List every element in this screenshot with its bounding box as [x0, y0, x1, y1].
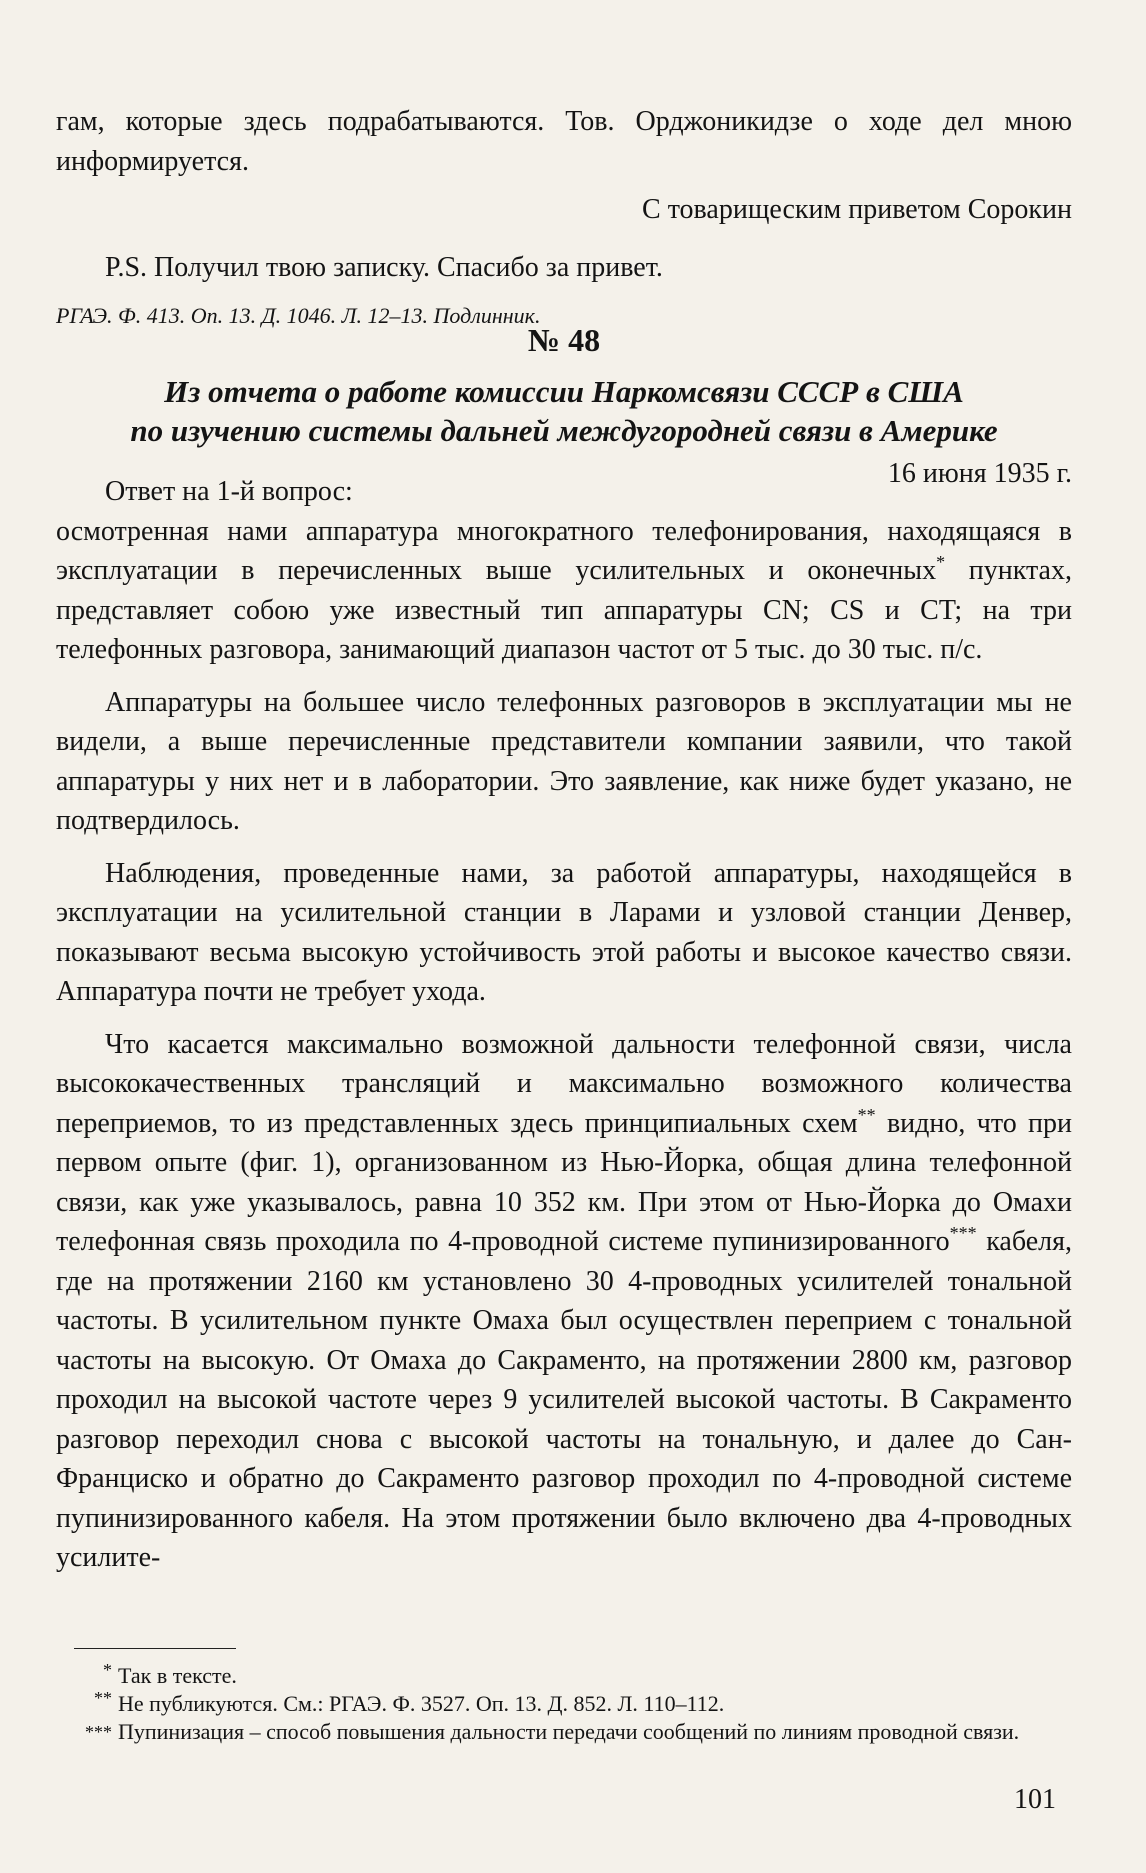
paragraph-2: Аппаратуры на большее число телефонных разговоров в эксплуатации мы не видели, а выше перечисленные представители компании заявили, что такой аппаратуры у них нет и в лаборатории. Это заявление, как ниже будет указано, не подтвердилось.: [56, 686, 1072, 836]
footnote-ref-1: *: [936, 552, 946, 572]
footnote-ref-2: **: [857, 1104, 876, 1125]
footnote-3: *** Пупинизация – способ повышения дальности передачи сообщений по линиям проводной связи.: [85, 1719, 1020, 1744]
question-heading: Ответ на 1-й вопрос:: [105, 476, 353, 507]
letter-ending: [56, 102, 1072, 331]
document-date: 16 июня 1935 г.: [887, 458, 1072, 489]
footnote-1: * Так в тексте.: [103, 1660, 237, 1688]
closing-signature: С товарищеским приветом Сорокин: [642, 194, 1072, 225]
paragraph-1: осмотренная нами аппаратура многократного телефонирования, находящаяся в эксплуатации в перечисленных выше усилительных и оконечных* пунктах, представляет собою уже известный тип аппаратуры CN; CS и CT; на три телефонных разговора, занимающий диапазон частот от 5 тыс. до 30 тыс. п/с.: [56, 515, 1072, 665]
footnote-2: ** Не публикуются. См.: РГАЭ. Ф. 3527. Оп. 13. Д. 852. Л. 110–112.: [94, 1688, 725, 1716]
footnote-ref-3: ***: [949, 1223, 977, 1243]
document-title-line-1: Из отчета о работе комиссии Наркомсвязи СССР в США: [164, 374, 964, 409]
document-number: № 48: [527, 322, 601, 358]
document-header: [56, 320, 1072, 494]
paragraph-4: Что касается максимально возможной дальности телефонной связи, числа высококачественных трансляций и максимально возможного количества переприемов, то из представленных здесь принципиальных схем** видно, что при первом опыте (фиг. 1), организованном из Нью-Йорка, общая длина телефонной связи, как уже указывалось, равна 10 352 км. При этом от Нью-Йорка до Омахи телефонная связь проходила по 4-проводной системе пупинизированного*** кабеля, где на протяжении 2160 км установлено 30 4-проводных усилителей тональной частоты. В усилительном пункте Омаха был осуществлен переприем с тональной частоты на высокую. От Омаха до Сакраменто, на протяжении 2800 км, разговор проходил на высокой частоте через 9 усилителей высокой частоты. В Сакраменто разговор переходил снова с высокой частоты на тональную, и далее до Сан-Франциско и обратно до Сакраменто разговор проходил по 4-проводной системе пупинизированного кабеля. На этом протяжении было включено два 4-проводных усилите-: [56, 1028, 1072, 1573]
postscript: P.S. Получил твою записку. Спасибо за привет.: [105, 252, 663, 283]
carry-over-paragraph: гам, которые здесь подрабатываются. Тов. Орджоникидзе о ходе дел мною информируется.: [56, 106, 1072, 177]
paragraph-3: Наблюдения, проведенные нами, за работой аппаратуры, находящейся в эксплуатации на усилительной станции в Ларами и узловой станции Денвер, показывают весьма высокую устойчивость этой работы и высокое качество связи. Аппаратура почти не требует ухода.: [56, 857, 1072, 1007]
archive-reference: РГАЭ. Ф. 413. Оп. 13. Д. 1046. Л. 12–13. Подлинник.: [56, 302, 541, 328]
page-number: 101: [1014, 1784, 1056, 1815]
document-title-line-2: по изучению системы дальней междугородней связи в Америке: [130, 413, 998, 448]
document-body: [56, 472, 1072, 1578]
footnotes: [60, 1662, 1072, 1746]
footnote-divider: [74, 1648, 236, 1649]
